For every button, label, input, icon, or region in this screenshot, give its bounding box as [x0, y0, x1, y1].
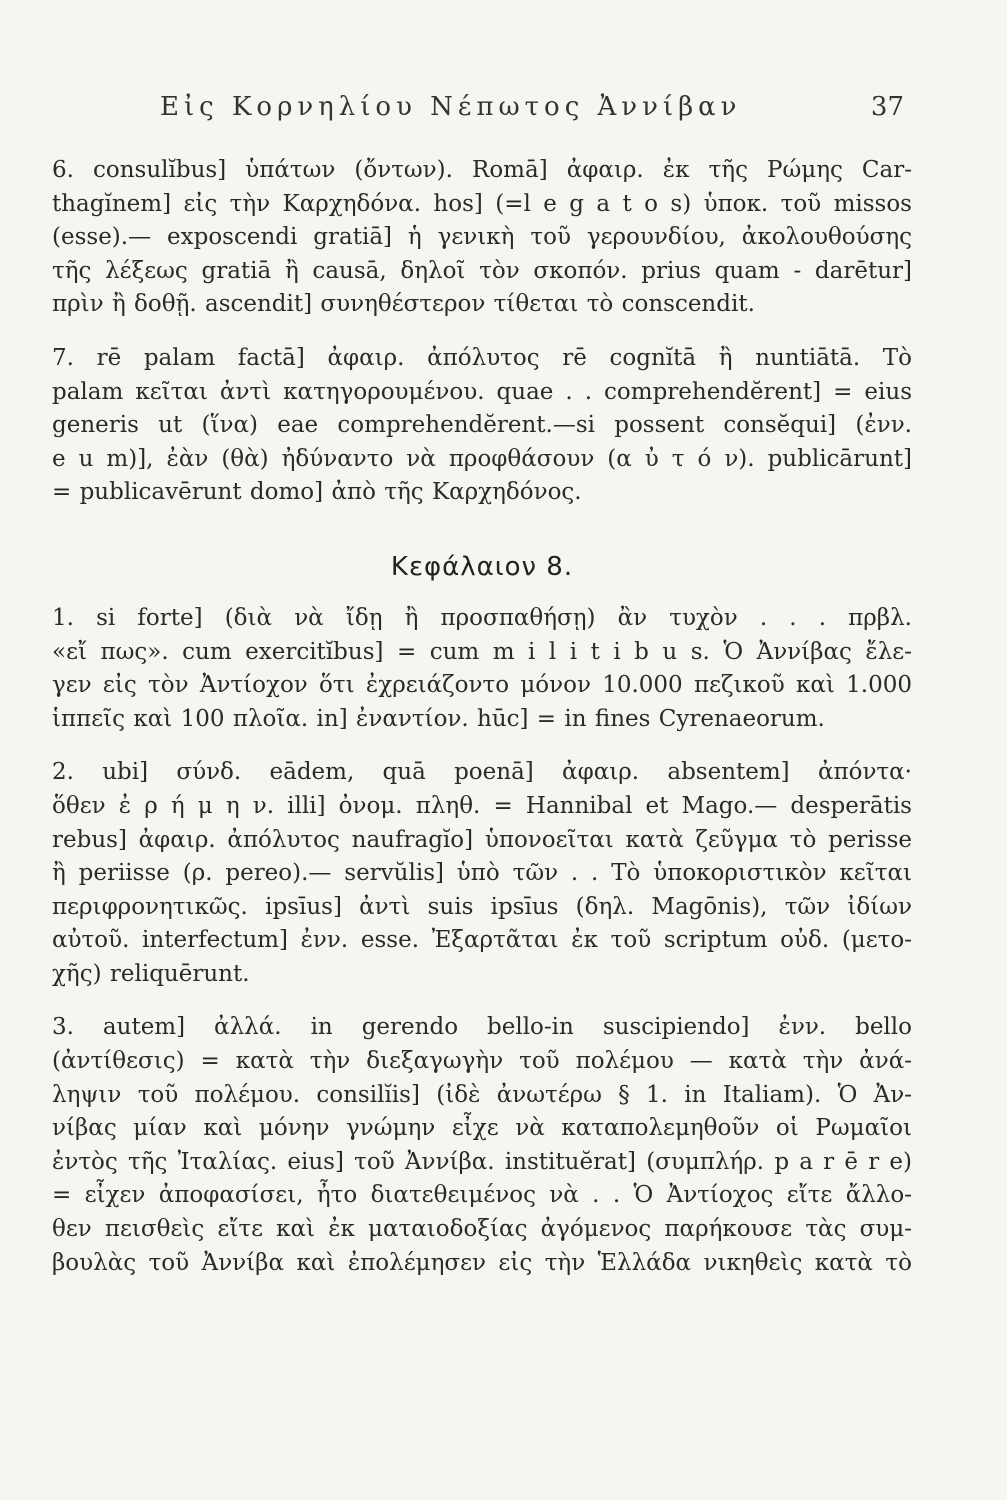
text-line: palam κεῖται ἀντὶ κατηγορουμένου. quae . . comprehendĕrent] = eius — [52, 378, 912, 405]
text-line: 1. si forte] (διὰ νὰ ἴδῃ ἢ προσπαθήσῃ) ἂν τυχὸν . . . πρβλ. — [52, 604, 912, 631]
text-line: 3. autem] ἀλλά. in gerendo bello-in suscipiendo] ἐνν. bello — [52, 1014, 912, 1041]
text-line: ἐντὸς τῆς Ἰταλίας. eius] τοῦ Ἀννίβα. instituĕrat] (συμπλήρ. p a r ē r e) — [52, 1148, 912, 1175]
text-line: ὅθεν ἐ ρ ή μ η ν. illi] ὀνομ. πληθ. = Hannibal et Mago.— desperātis — [52, 792, 912, 819]
text-line: χῆς) reliquērunt. — [52, 960, 250, 987]
text-line: θεν πεισθεὶς εἴτε καὶ ἐκ ματαιοδοξίας ἀγόμενος παρήκουσε τὰς συμ- — [52, 1216, 912, 1243]
text-line: thagĭnem] εἰς τὴν Καρχηδόνα. hos] (=l e g a t o s) ὑποκ. τοῦ missos — [52, 190, 912, 217]
page-number: 37 — [870, 92, 904, 122]
text-line: περιφρονητικῶς. ipsīus] ἀντὶ suis ipsīus (δηλ. Magōnis), τῶν ἰδίων — [52, 893, 912, 920]
text-line: ληψιν τοῦ πολέμου. consilĭis] (ἰδὲ ἀνωτέρω § 1. in Italiam). Ὁ Ἀν- — [52, 1081, 912, 1108]
note-paragraph-6 — [52, 154, 912, 322]
note-paragraph-8-2 — [52, 756, 912, 991]
text-line: βουλὰς τοῦ Ἀννίβα καὶ ἐπολέμησεν εἰς τὴν Ἑλλάδα νικηθεὶς κατὰ τὸ — [52, 1249, 912, 1276]
text-line: ἢ periisse (ρ. pereo).— servŭlis] ὑπὸ τῶν . . Τὸ ὑποκοριστικὸν κεῖται — [52, 860, 912, 887]
running-title: Εἰς Κορνηλίου Νέπωτος Ἀννίβαν — [160, 92, 742, 122]
text-line: = εἶχεν ἀποφασίσει, ἦτο διατεθειμένος νὰ . . Ὁ Ἀντίοχος εἴτε ἄλλο- — [52, 1182, 912, 1209]
text-line: 6. consulĭbus] ὑπάτων (ὄντων). Romā] ἀφαιρ. ἐκ τῆς Ρώμης Car- — [52, 157, 912, 183]
text-line: αὐτοῦ. interfectum] ἐνν. esse. Ἐξαρτᾶται ἐκ τοῦ scriptum οὐδ. (μετο- — [52, 927, 912, 954]
note-paragraph-7 — [52, 342, 912, 510]
text-line: (esse).— exposcendi gratiā] ἡ γενικὴ τοῦ γερουνδίου, ἀκολουθούσης — [52, 224, 912, 251]
note-paragraph-8-3 — [52, 1011, 912, 1280]
text-line: γεν εἰς τὸν Ἀντίοχον ὅτι ἐχρειάζοντο μόνον 10.000 πεζικοῦ καὶ 1.000 — [52, 672, 912, 699]
text-line: 7. rē palam factā] ἀφαιρ. ἀπόλυτος rē cognĭtā ἢ nuntiātā. Τὸ — [52, 344, 912, 371]
text-line: ἱππεῖς καὶ 100 πλοῖα. in] ἐναντίον. hūc] = in fines Cyrenaeorum. — [52, 705, 825, 732]
text-line: νίβας μίαν καὶ μόνην γνώμην εἶχε νὰ καταπολεμηθοῦν οἱ Ρωμαῖοι — [52, 1115, 912, 1142]
text-line: generis ut (ἵνα) eae comprehendĕrent.—si possent consĕqui] (ἐνν. — [52, 412, 912, 439]
text-line: τῆς λέξεως gratiā ἢ causā, δηλοῖ τὸν σκοπόν. prius quam - darētur] — [52, 257, 912, 284]
chapter-heading: Κεφάλαιον 8. — [390, 551, 574, 582]
text-line: (ἀντίθεσις) = κατὰ τὴν διεξαγωγὴν τοῦ πολέμου — κατὰ τὴν ἀνά- — [52, 1048, 912, 1075]
text-line: «εἴ πως». cum exercitĭbus] = cum m i l i t i b u s. Ὁ Ἀννίβας ἔλε- — [52, 638, 912, 665]
text-line: = publicavērunt domo] ἀπὸ τῆς Καρχηδόνος. — [52, 479, 582, 506]
running-header — [52, 86, 912, 130]
note-paragraph-8-1 — [52, 602, 912, 736]
text-line: πρὶν ἢ δοθῇ. ascendit] συνηθέστερον τίθεται τὸ conscendit. — [52, 291, 755, 318]
book-page — [52, 86, 912, 1466]
text-line: rebus] ἀφαιρ. ἀπόλυτος naufragĭo] ὑπονοεῖται κατὰ ζεῦγμα τὸ perisse — [52, 826, 912, 853]
text-line: e u m)], ἐὰν (θὰ) ἠδύναντο νὰ προφθάσουν (α ὐ τ ό ν). publicārunt] — [52, 445, 912, 472]
text-line: 2. ubi] σύνδ. eādem, quā poenā] ἀφαιρ. absentem] ἀπόντα· — [52, 759, 912, 786]
